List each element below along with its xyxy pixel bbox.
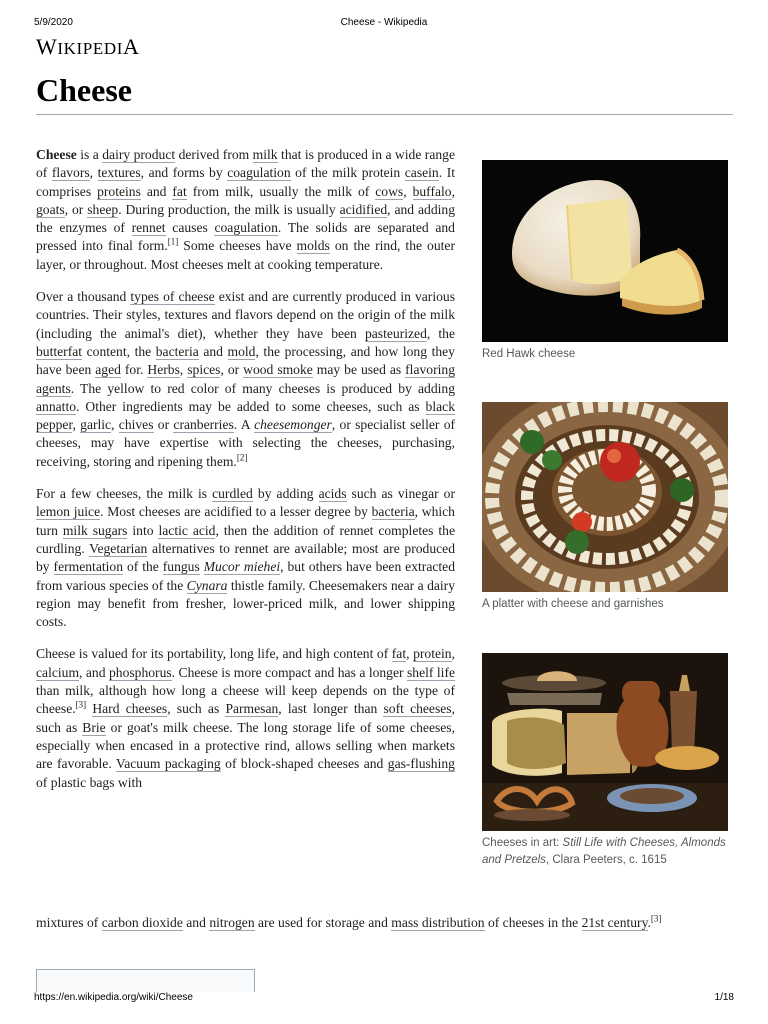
- text-run: by adding: [252, 486, 319, 502]
- text-run: , or: [220, 362, 244, 378]
- text-run: , the: [426, 325, 455, 341]
- wiki-link[interactable]: black pepper: [36, 398, 455, 433]
- wiki-link[interactable]: Brie: [82, 719, 106, 735]
- bold-term: Cheese: [36, 147, 77, 162]
- page-title: Cheese: [36, 72, 132, 108]
- wiki-link[interactable]: garlic: [80, 417, 112, 433]
- paragraph: [36, 288, 455, 471]
- text-run: alternatives to rennet are available; most are produced by: [36, 540, 456, 575]
- text-run: are used for storage and: [254, 915, 392, 930]
- text-run: derived from: [175, 147, 253, 162]
- wiki-link[interactable]: milk sugars: [62, 522, 128, 538]
- wiki-link[interactable]: Parmesan: [225, 701, 279, 717]
- figure-cheese-platter: [482, 402, 728, 613]
- wiki-link[interactable]: nitrogen: [209, 915, 255, 930]
- wiki-link[interactable]: wood smoke: [243, 362, 313, 378]
- wiki-link[interactable]: lemon juice: [36, 504, 101, 520]
- table-of-contents-box: [36, 969, 255, 992]
- text-run: on the rind, the outer layer, or throughout. Most cheeses melt at cooking temperature.: [36, 238, 455, 272]
- wiki-link[interactable]: shelf life: [407, 664, 456, 680]
- citation-reference[interactable]: [3]: [75, 699, 87, 710]
- text-run: , or: [64, 201, 88, 217]
- text-run: ,: [451, 646, 455, 662]
- text-run: ,: [403, 183, 413, 199]
- wiki-link[interactable]: calcium: [36, 664, 80, 680]
- text-run: , the processing, and how long they have been: [36, 343, 455, 378]
- text-run: , which turn: [36, 504, 455, 538]
- wiki-link[interactable]: bacteria: [155, 343, 199, 359]
- wiki-link[interactable]: fat: [172, 183, 187, 199]
- paragraph: [36, 645, 455, 791]
- citation-reference[interactable]: [3]: [650, 913, 662, 924]
- text-run: . A: [233, 417, 255, 433]
- wiki-link[interactable]: mold: [227, 343, 256, 359]
- text-run: Over a thousand: [36, 289, 131, 305]
- wiki-link[interactable]: phosphorus: [108, 664, 172, 680]
- title-divider: [36, 114, 733, 115]
- figure-red-hawk: [482, 160, 728, 363]
- text-run: of the: [123, 559, 163, 575]
- paragraph-continuation: [36, 914, 733, 932]
- wiki-link[interactable]: fermentation: [53, 559, 123, 575]
- wiki-link[interactable]: sheep: [87, 201, 119, 217]
- wiki-link[interactable]: proteins: [97, 183, 141, 199]
- text-run: exist and are currently produced in various countries. Their styles, textures and flavors depend on the origin of the milk (including the animal's diet), whether they have been: [36, 289, 455, 341]
- print-header: [34, 17, 734, 31]
- wiki-link[interactable]: carbon dioxide: [101, 915, 183, 930]
- wiki-link[interactable]: types of cheese: [130, 289, 215, 305]
- wiki-link[interactable]: Vacuum packaging: [115, 756, 221, 772]
- citation-reference[interactable]: [2]: [236, 452, 248, 463]
- wiki-link[interactable]: milk: [252, 147, 278, 162]
- wiki-link[interactable]: mass distribution: [391, 915, 485, 930]
- text-run: content, the: [82, 343, 156, 359]
- wiki-link[interactable]: lactic acid: [158, 522, 216, 538]
- text-run: is a: [76, 147, 103, 162]
- figure-still-life: [482, 653, 728, 869]
- text-run: for.: [120, 362, 148, 378]
- text-run: ,: [89, 165, 98, 181]
- text-run: , and forms by: [140, 165, 228, 181]
- text-run: and: [198, 343, 228, 359]
- figure-caption: Red Hawk cheese: [482, 348, 576, 360]
- text-run: , and adding the enzymes of: [36, 201, 455, 236]
- text-run: into: [127, 522, 159, 538]
- text-run: ,: [406, 646, 414, 662]
- still-life-painting-image[interactable]: [482, 653, 728, 831]
- wikipedia-logo[interactable]: WIKIPEDIA: [36, 34, 140, 59]
- wiki-link[interactable]: Vegetarian: [89, 540, 148, 556]
- figure-caption: Cheeses in art: Still Life with Cheeses, Almonds and Pretzels, Clara Peeters, c. 1615: [482, 837, 726, 866]
- wiki-link[interactable]: fungus: [162, 559, 200, 575]
- wiki-link[interactable]: molds: [296, 238, 330, 254]
- text-run: than milk, although how long a cheese will keep depends on the type of cheese.: [36, 683, 455, 717]
- text-run: ,: [179, 362, 188, 378]
- text-run: , last longer than: [278, 701, 384, 717]
- paragraph: [36, 146, 455, 274]
- wiki-link[interactable]: flavoring agents: [36, 362, 455, 396]
- wiki-link[interactable]: Cynara: [186, 577, 228, 593]
- text-run: , but others have been extracted from various species of the: [36, 559, 455, 593]
- wiki-link[interactable]: flavors: [51, 165, 90, 181]
- print-page-number: 1/18: [714, 992, 734, 1003]
- text-run: of cheeses in the: [484, 915, 582, 930]
- text-run: . The yellow to red color of many cheeses is produced by adding: [70, 380, 455, 396]
- text-run: causes: [165, 220, 215, 236]
- wiki-link[interactable]: butterfat: [36, 343, 83, 359]
- wiki-link[interactable]: curdled: [212, 486, 253, 502]
- wiki-link[interactable]: protein: [413, 646, 452, 662]
- wiki-link[interactable]: buffalo: [412, 183, 452, 199]
- print-url: https://en.wikipedia.org/wiki/Cheese: [34, 992, 193, 1003]
- text-run: For a few cheeses, the milk is: [36, 486, 213, 502]
- text-run: , then the addition of rennet completes the curdling.: [36, 522, 455, 556]
- text-run: or: [153, 417, 174, 433]
- wiki-link[interactable]: cheesemonger: [254, 417, 332, 433]
- text-run: Cheese is valued for its portability, long life, and high content of: [36, 646, 392, 662]
- text-run: of plastic bags with: [36, 774, 143, 790]
- wiki-link[interactable]: pasteurized: [364, 325, 427, 341]
- text-run: that is produced in a wide range of: [36, 147, 455, 181]
- text-run: or goat's milk cheese. The long storage life of some cheeses, especially when encased in a protective rind, allows selling when markets are favorable.: [36, 719, 455, 772]
- text-run: ,: [72, 417, 81, 433]
- wiki-link[interactable]: coagulation: [214, 220, 278, 236]
- wiki-link[interactable]: Hard cheeses: [92, 701, 168, 717]
- text-run: and: [182, 915, 210, 930]
- wiki-link[interactable]: bacteria: [371, 504, 415, 520]
- wiki-link[interactable]: gas-flushing: [387, 756, 455, 772]
- wiki-link[interactable]: cranberries: [173, 417, 234, 433]
- cheese-platter-image[interactable]: [482, 402, 728, 592]
- text-run: . Other ingredients may be added to some cheeses, such as: [76, 398, 426, 414]
- text-run: of the milk protein: [290, 165, 405, 181]
- print-footer: [34, 992, 734, 1006]
- wiki-link[interactable]: goats: [36, 201, 65, 217]
- wiki-link[interactable]: chives: [118, 417, 154, 433]
- wiki-link[interactable]: acids: [318, 486, 347, 502]
- wiki-link[interactable]: annatto: [36, 398, 77, 414]
- wiki-link[interactable]: spices: [187, 362, 221, 378]
- text-run: may be used as: [312, 362, 406, 378]
- red-hawk-cheese-image[interactable]: [482, 160, 728, 342]
- text-run: ,: [111, 417, 119, 433]
- text-run: , such as: [36, 701, 455, 735]
- text-run: . It comprises: [36, 165, 455, 199]
- paragraph: [36, 485, 455, 631]
- text-run: Some cheeses have: [178, 238, 297, 254]
- text-run: .: [647, 915, 651, 930]
- wiki-link[interactable]: 21st century: [581, 915, 648, 930]
- print-date: 5/9/2020: [34, 17, 73, 28]
- text-run: mixtures of: [36, 915, 102, 930]
- wiki-link[interactable]: aged: [95, 362, 121, 378]
- wiki-link[interactable]: Herbs: [147, 362, 180, 378]
- print-page-title: Cheese - Wikipedia: [340, 17, 428, 28]
- figure-caption: A platter with cheese and garnishes: [482, 598, 664, 610]
- wiki-link[interactable]: acidified: [339, 201, 388, 217]
- citation-reference[interactable]: [1]: [167, 236, 179, 247]
- text-run: , such as: [167, 701, 226, 717]
- text-run: . Most cheeses are acidified to a lesser degree by: [100, 504, 372, 520]
- wiki-link[interactable]: rennet: [131, 220, 166, 236]
- wiki-link[interactable]: fat: [391, 646, 407, 662]
- text-run: ,: [451, 183, 455, 199]
- wiki-link[interactable]: casein: [404, 165, 439, 181]
- text-run: thistle family. Cheesemakers near a dairy region may benefit from fresher, lower-priced milk, and lower shipping costs.: [36, 577, 455, 630]
- text-run: and: [140, 183, 173, 199]
- text-run: , or specialist seller of cheeses, may have expertise with selecting the cheeses, purchasing, receiving, storing and ripening them.: [36, 417, 456, 469]
- wiki-link[interactable]: soft cheeses: [383, 701, 452, 717]
- wiki-link[interactable]: dairy product: [102, 147, 176, 162]
- text-run: from milk, usually the milk of: [186, 183, 376, 199]
- text-run: of block-shaped cheeses and: [220, 756, 388, 772]
- wiki-link[interactable]: coagulation: [227, 165, 291, 181]
- wiki-link[interactable]: Mucor miehei: [203, 559, 281, 575]
- text-run: such as vinegar or: [346, 486, 456, 502]
- wiki-link[interactable]: textures: [97, 165, 141, 181]
- text-run: . The solids are separated and pressed into final form.: [36, 220, 455, 254]
- text-run: . Cheese is more compact and has a longer: [171, 664, 408, 680]
- text-run: , and: [79, 664, 109, 680]
- article-body: [36, 146, 455, 806]
- text-run: . During production, the milk is usually: [118, 201, 340, 217]
- wiki-link[interactable]: cows: [375, 183, 404, 199]
